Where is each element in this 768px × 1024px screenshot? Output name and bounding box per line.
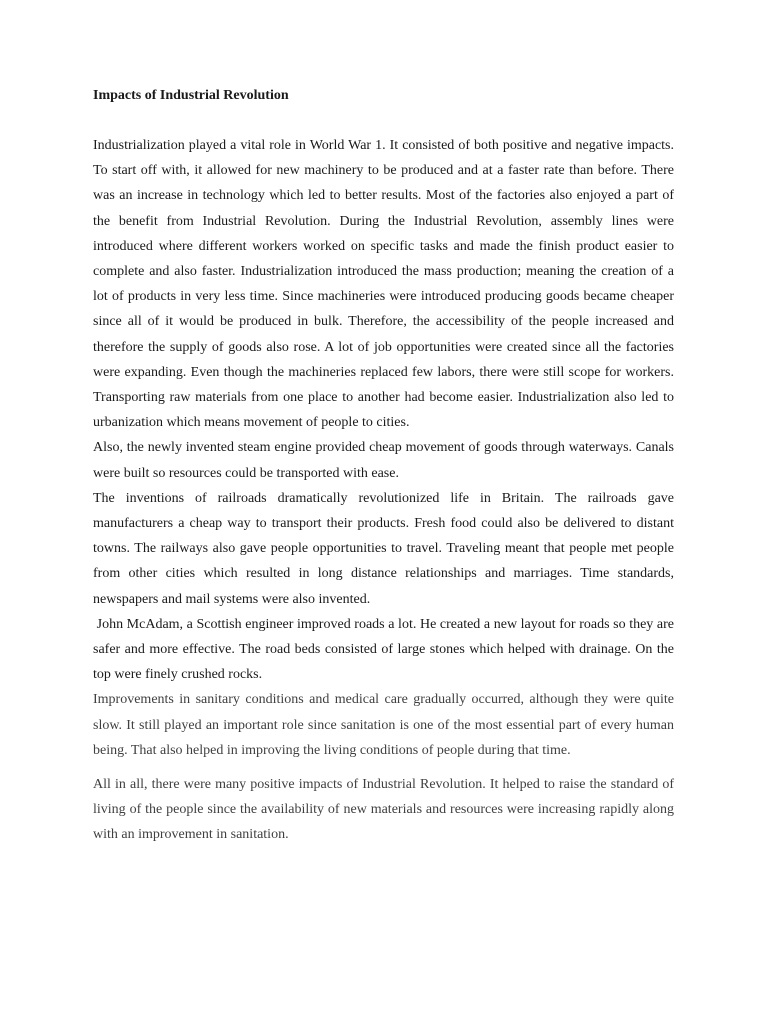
paragraph-mcadam: John McAdam, a Scottish engineer improved roads a lot. He created a new layout for roads so they are safer and more effective. The road beds consisted of large stones which helped with drainage. On the top were finely crushed rocks.: [93, 616, 678, 683]
paragraph-railroads: The inventions of railroads dramatically revolutionized life in Britain. The railroads gave manufacturers a cheap way to transport their products. Fresh food could also be delivered to distant towns. The railways also gave people opportunities to travel. Traveling meant that people met people from other cities which resulted in long distance relationships and marriages. Time standards, newspapers and mail systems were also invented.: [93, 490, 674, 607]
paragraph-conclusion: All in all, there were many positive impacts of Industrial Revolution. It helped to raise the standard of living of the people since the availability of new materials and resources were increasing rapidly along with an improvement in sanitation.: [93, 777, 674, 843]
document-body: [93, 86, 678, 848]
paragraph-sanitation: Improvements in sanitary conditions and medical care gradually occurred, although they were quite slow. It still played an important role since sanitation is one of the most essential part of every human being. That also helped in improving the living conditions of people during that time.: [93, 692, 674, 758]
paragraph-industrialization: Industrialization played a vital role in World War 1. It consisted of both positive and negative impacts. To start off with, it allowed for new machinery to be produced and at a faster rate than before. There was an increase in technology which led to better results. Most of the factories also enjoyed a part of the benefit from Industrial Revolution. During the Industrial Revolution, assembly lines were introduced where different workers worked on specific tasks and made the finish product easier to complete and also faster. Industrialization introduced the mass production; meaning the creation of a lot of products in very less time. Since machineries were introduced producing goods became cheaper since all of it would be produced in bulk. Therefore, the accessibility of the people increased and therefore the supply of goods also rose. A lot of job opportunities were created since all the factories were expanding. Even though the machineries replaced few labors, there were still scope for workers. Transporting raw materials from one place to another had become easier. Industrialization also led to urbanization which means movement of people to cities.: [93, 138, 674, 431]
paragraph-steam-engine: Also, the newly invented steam engine provided cheap movement of goods through waterways. Canals were built so resources could be transported with ease.: [93, 440, 674, 481]
document-title: Impacts of Industrial Revolution: [93, 88, 289, 103]
